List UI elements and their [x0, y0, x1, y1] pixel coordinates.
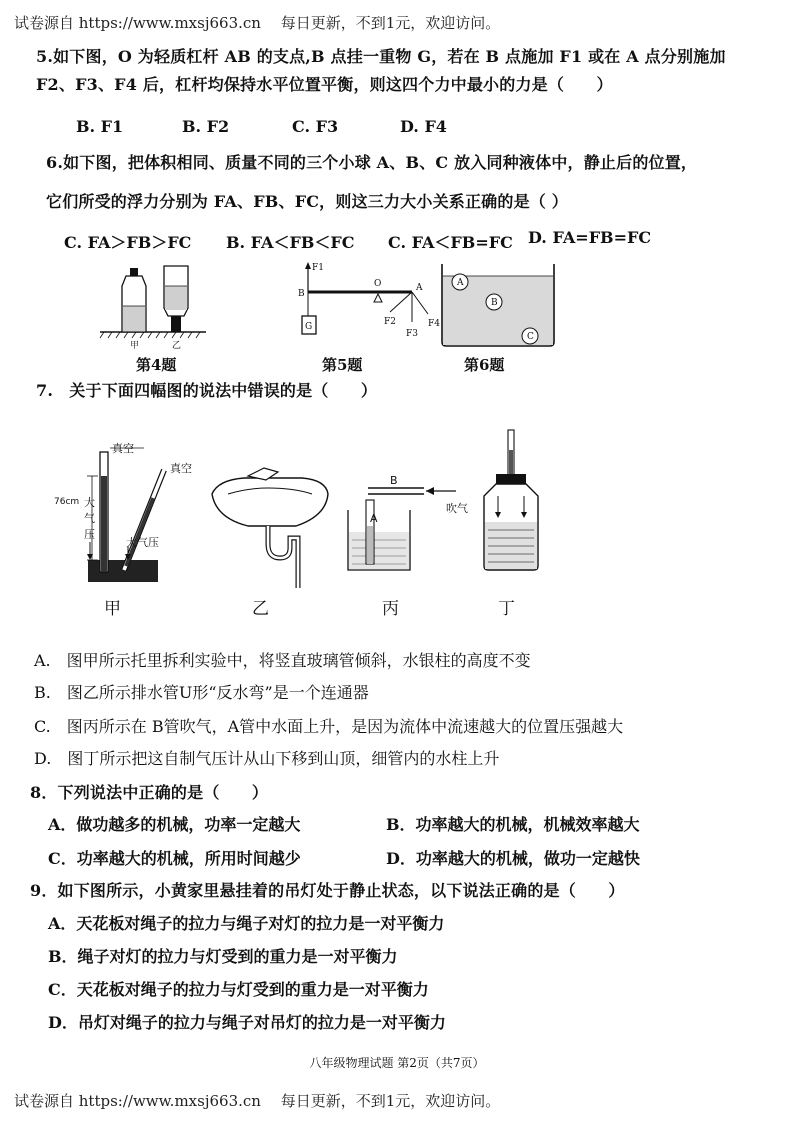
jia-label-ya: 压	[84, 528, 95, 541]
source-header: 试卷源自 https://www.mxsj663.cn 每日更新，不到1元，欢迎访问。	[14, 14, 501, 32]
caption-fig4: 第4题	[136, 356, 177, 374]
q7-option-b: B. 图乙所示排水管U形“反水弯”是一个连通器	[34, 683, 369, 702]
q9-option-b: B．绳子对灯的拉力与灯受到的重力是一对平衡力	[48, 947, 398, 966]
q5-option-d: D. F4	[400, 117, 447, 136]
figure-5	[294, 260, 444, 350]
figure-7-ding	[474, 430, 564, 590]
fig6-label-a: A	[457, 278, 464, 288]
fig5-label-b: B	[298, 289, 305, 299]
q7-option-d: D. 图丁所示把这自制气压计从山下移到山顶，细管内的水柱上升	[34, 749, 500, 768]
q7-option-c: C. 图丙所示在 B管吹气，A管中水面上升，是因为流体中流速越大的位置压强越大	[34, 717, 624, 736]
q5-option-a: B. F1	[76, 117, 124, 136]
source-footer: 试卷源自 https://www.mxsj663.cn 每日更新，不到1元，欢迎访问。	[14, 1092, 501, 1110]
q9-stem: 9．如下图所示，小黄家里悬挂着的吊灯处于静止状态，以下说法正确的是（ ）	[30, 881, 625, 900]
q7-option-a: A. 图甲所示托里拆利实验中，将竖直玻璃管倾斜，水银柱的高度不变	[34, 651, 531, 670]
q8-stem: 8．下列说法中正确的是（ ）	[30, 783, 269, 802]
fig4-label-yi: 乙	[172, 341, 182, 351]
figure-7-bing	[344, 470, 474, 580]
q7-fig-label-bing: 丙	[382, 599, 399, 619]
jia-label-atm: 大气压	[126, 536, 159, 549]
q7-fig-label-ding: 丁	[498, 599, 515, 619]
q7-fig-label-jia: 甲	[104, 599, 121, 619]
q6-option-d: D. FA=FB=FC	[528, 228, 652, 247]
q8-option-b: B．功率越大的机械，机械效率越大	[386, 815, 640, 834]
bing-label-blow: 吹气	[446, 502, 468, 515]
fig4-label-jia: 甲	[130, 341, 140, 351]
fig5-label-f3: F3	[406, 329, 418, 339]
figure-7-jia	[54, 442, 224, 592]
fig6-label-b: B	[491, 298, 498, 308]
q6-line1: 6.如下图，把体积相同、质量不同的三个小球 A、B、C 放入同种液体中，静止后的位置，	[46, 153, 698, 172]
page-footer: 八年级物理试题 第2页（共7页）	[309, 1056, 485, 1070]
fig5-label-f2: F2	[384, 317, 396, 327]
caption-fig6: 第6题	[464, 356, 505, 374]
q5-option-b: B. F2	[182, 117, 230, 136]
bing-label-b: B	[390, 474, 398, 487]
bing-label-a: A	[370, 512, 378, 525]
q8-option-a: A．做功越多的机械，功率一定越大	[48, 815, 301, 834]
jia-label-da: 大	[84, 496, 95, 509]
q6-line2: 它们所受的浮力分别为 FA、FB、FC，则这三力大小关系正确的是（ ）	[46, 192, 568, 211]
figure-7-yi	[208, 468, 332, 588]
jia-label-vacuum-1: 真空	[112, 442, 134, 455]
figure-6	[438, 262, 558, 352]
figure-4	[96, 262, 216, 352]
q8-option-d: D．功率越大的机械，做功一定越快	[386, 849, 640, 868]
q5-line1: 5.如下图，O 为轻质杠杆 AB 的支点,B 点挂一重物 G，若在 B 点施加 F1 或在 A 点分别施加	[36, 47, 726, 66]
q5-option-c: C. F3	[292, 117, 339, 136]
q6-option-a: C. FA＞FB＞FC	[64, 233, 192, 252]
q7-fig-label-yi: 乙	[252, 599, 269, 619]
q9-option-d: D．吊灯对绳子的拉力与绳子对吊灯的拉力是一对平衡力	[48, 1013, 446, 1032]
jia-label-vacuum-2: 真空	[170, 462, 192, 475]
q9-option-a: A．天花板对绳子的拉力与绳子对灯的拉力是一对平衡力	[48, 914, 445, 933]
fig5-label-f1: F1	[312, 263, 324, 273]
q6-option-b: B. FA＜FB＜FC	[226, 233, 355, 252]
q9-option-c: C．天花板对绳子的拉力与灯受到的重力是一对平衡力	[48, 980, 429, 999]
q8-option-c: C．功率越大的机械，所用时间越少	[48, 849, 301, 868]
jia-label-76cm: 76cm	[54, 497, 80, 507]
q6-option-c: C. FA＜FB=FC	[388, 233, 513, 252]
fig5-label-a: A	[416, 283, 423, 293]
caption-fig5: 第5题	[322, 356, 363, 374]
jia-label-qi: 气	[84, 512, 95, 525]
fig5-label-f4: F4	[428, 319, 440, 329]
q5-line2: F2、F3、F4 后，杠杆均保持水平位置平衡，则这四个力中最小的力是（ ）	[36, 75, 613, 94]
fig6-label-c: C	[527, 332, 534, 342]
fig5-label-g: G	[305, 322, 313, 332]
q7-stem: 7. 关于下面四幅图的说法中错误的是（ ）	[36, 381, 378, 400]
fig5-label-o: O	[374, 279, 382, 289]
